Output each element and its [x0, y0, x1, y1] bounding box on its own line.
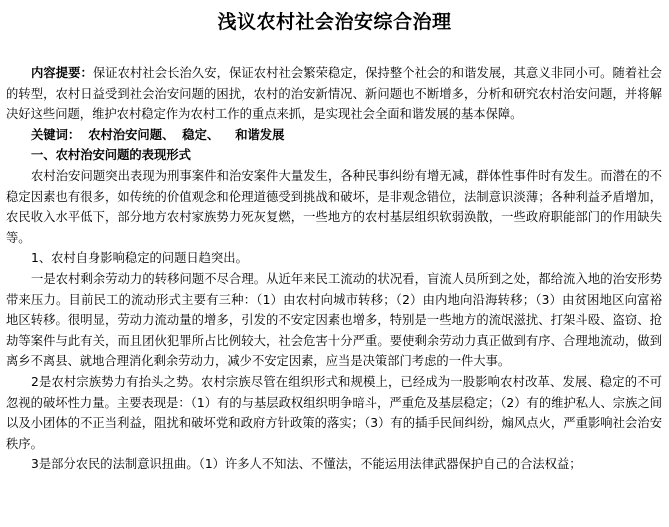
keywords-paragraph — [6, 125, 662, 146]
keyword-item: 农村治安问题、 — [88, 127, 175, 142]
point-paragraph-3: 3是部分农民的法制意识扭曲。（1）许多人不知法、不懂法，不能运用法律武器保护自己的合法权益； — [31, 457, 582, 472]
section-intro-paragraph: 农村治安问题突出表现为刑事案件和治安案件大量发生，各种民事纠纷有增无减，群体性事件时有发生。而潜在的不稳定因素也有很多，如传统的价值观念和伦理道德受到挑战和破坏，是非观念错位，法制意识淡薄；各种利益矛盾增加，农民收入水平低下，部分地方农村家族势力死灰复燃，一些地方的农村基层组织软弱涣散，一些政府职能部门的作用缺失等。 — [6, 168, 662, 245]
abstract-text: 保证农村社会长治久安，保证农村社会繁荣稳定，保持整个社会的和谐发展，其意义非同小可。随着社会的转型，农村日益受到社会治安问题的困扰，农村的治安新情况、新问题也不断增多，分析和研究农村治安问题，并将解决好这些问题，维护农村稳定作为农村工作的重点来抓，是实现社会全面和谐发展的基本保障。 — [6, 66, 662, 122]
keyword-item: 稳定、 — [182, 127, 220, 142]
keywords-label: 关键词： — [31, 127, 81, 142]
document-title: 浅议农村社会治安综合治理 — [217, 11, 452, 33]
section-heading: 一、农村治安问题的表现形式 — [31, 148, 191, 163]
document-body — [6, 63, 662, 475]
subsection-heading: 1、农村自身影响稳定的问题日趋突出。 — [31, 251, 248, 266]
point-paragraph-2: 2是农村宗族势力有抬头之势。农村宗族尽管在组织形式和规模上，已经成为一股影响农村改革、发展、稳定的不可忽视的破坏性力量。主要表现是：（1）有的与基层政权组织明争暗斗，严重危及基层稳定；（2）有的维护私人、宗族之间以及小团体的不正当利益，阻扰和破坏党和政府方针政策的落实；（3）有的插手民间纠纷，煽风点火，严重影响社会治安秩序。 — [6, 374, 662, 451]
abstract-paragraph — [6, 63, 662, 125]
keyword-item: 和谐发展 — [235, 127, 285, 142]
abstract-label: 内容提要： — [31, 66, 93, 80]
point-paragraph-1: 一是农村剩余劳动力的转移问题不尽合理。从近年来民工流动的状况看，盲流人员所到之处，都给流入地的治安形势带来压力。目前民工的流动形式主要有三种：（1）由农村向城市转移；（2）由内地向沿海转移；（3）由贫困地区向富裕地区转移。很明显，劳动力流动量的增多，引发的不安定因素也增多，特别是一些地方的流氓滋扰、打架斗殴、盗窃、抢劫等案件与此有关，而且团伙犯罪所占比例较大，社会危害十分严重。要使剩余劳动力真正做到有序、合理地流动，做到离乡不离县、就地合理消化剩余劳动力，减少不安定因素，应当是决策部门考虑的一件大事。 — [6, 271, 662, 369]
